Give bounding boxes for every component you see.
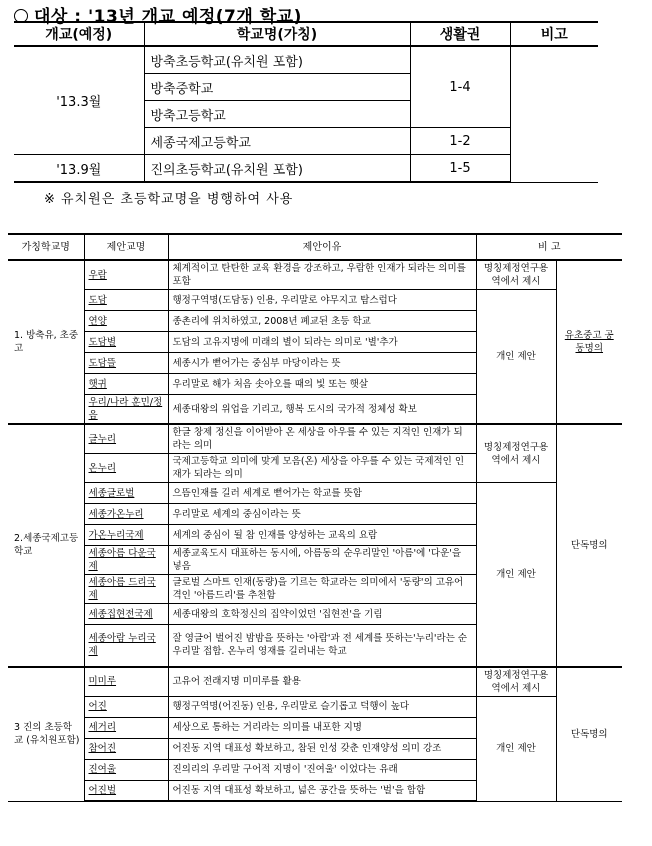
group-name-cell: 1. 방축유, 초중고 <box>8 260 84 424</box>
reason-cell: 세종대왕의 호학정신의 집약이었던 '집현전'을 기림 <box>168 604 476 625</box>
reason-cell: 세종교육도시 대표하는 동시에, 아름동의 순우리말인 '아름'에 '다운'을 넣음 <box>168 546 476 575</box>
source-cell: 개인 제안 <box>476 696 556 801</box>
remark-cell: 유초중고 공동명의 <box>556 260 622 424</box>
reason-cell: 세상으로 통하는 거리라는 의미를 내포한 지명 <box>168 717 476 738</box>
table-row <box>8 424 622 454</box>
source-cell: 개인 제안 <box>476 290 556 425</box>
reason-cell: 체계적이고 탄탄한 교육 환경을 강조하고, 우람한 인재가 되라는 의미를 포함 <box>168 260 476 290</box>
remark-cell <box>510 46 598 182</box>
reason-cell: 글로벌 스마트 인재(동량)을 기르는 학교라는 의미에서 '동량'의 고유어격인 '아름드리'를 추천함 <box>168 575 476 604</box>
col-header: 생활권 <box>410 22 510 46</box>
source-cell: 명칭제정연구용역에서 제시 <box>476 667 556 697</box>
open-date-cell: '13.3월 <box>14 46 144 155</box>
reason-cell: 진의리의 우리말 구어적 지명이 '진여울' 이었다는 유래 <box>168 759 476 780</box>
reason-cell: 세종대왕의 위업을 기리고, 행복 도시의 국가적 정체성 확보 <box>168 395 476 425</box>
reason-cell: 도담의 고유지명에 미래의 별이 되라는 의미로 '별'추가 <box>168 332 476 353</box>
reason-cell: 어진동 지역 대표성 확보하고, 넓은 공간을 뜻하는 '벌'을 합함 <box>168 780 476 801</box>
reason-cell: 으뜸인재를 길러 세계로 뻗어가는 학교를 뜻함 <box>168 483 476 504</box>
reason-cell: 종촌리에 위치하였고, 2008년 폐교된 초등 학교 <box>168 311 476 332</box>
reason-cell: 우리말로 해가 처음 솟아오를 때의 빛 또는 햇살 <box>168 374 476 395</box>
opening-schedule-table <box>14 21 598 183</box>
proposed-name-cell: 도담뜰 <box>84 353 168 374</box>
col-header: 제안이유 <box>168 234 476 260</box>
table-row <box>14 46 598 74</box>
col-header: 비고 <box>510 22 598 46</box>
source-cell: 개인 제안 <box>476 483 556 667</box>
proposed-name-cell: 세종아람 누리국제 <box>84 625 168 667</box>
reason-cell: 잘 영글어 벌어진 밤밤을 뜻하는 '아람'과 전 세계를 뜻하는'누리'라는 순우리말 접합. 온누리 영재를 길러내는 학교 <box>168 625 476 667</box>
table-header-row <box>8 234 622 260</box>
proposed-name-cell: 도담 <box>84 290 168 311</box>
proposed-name-cell: 글누리 <box>84 424 168 454</box>
col-header: 학교명(가칭) <box>144 22 410 46</box>
col-header: 가칭학교명 <box>8 234 84 260</box>
proposed-name-cell: 연양 <box>84 311 168 332</box>
remark-cell: 단독명의 <box>556 424 622 667</box>
school-name-cell: 진의초등학교(유치원 포함) <box>144 155 410 183</box>
proposed-name-cell: 세종아름 드리국제 <box>84 575 168 604</box>
reason-cell: 어진동 지역 대표성 확보하고, 참된 인성 갖춘 인재양성 의미 강조 <box>168 738 476 759</box>
zone-cell: 1-5 <box>410 155 510 183</box>
school-name-cell: 세종국제고등학교 <box>144 128 410 155</box>
reason-cell: 한글 창제 정신을 이어받아 온 세상을 아우를 수 있는 지적인 인재가 되라는 의미 <box>168 424 476 454</box>
proposed-name-cell: 진여울 <box>84 759 168 780</box>
table-row <box>8 260 622 290</box>
reason-cell: 행정구역명(어진동) 인용, 우리말로 슬기롭고 덕행이 높다 <box>168 696 476 717</box>
school-name-cell: 방축초등학교(유치원 포함) <box>144 46 410 74</box>
col-header: 개교(예정) <box>14 22 144 46</box>
table-header-row <box>14 22 598 46</box>
zone-cell: 1-2 <box>410 128 510 155</box>
proposed-name-cell: 어진벌 <box>84 780 168 801</box>
proposal-table <box>8 233 622 802</box>
school-name-cell: 방축중학교 <box>144 74 410 101</box>
group-name-cell: 2.세종국제고등학교 <box>8 424 84 667</box>
proposed-name-cell: 세종집현전국제 <box>84 604 168 625</box>
source-cell: 명칭제정연구용역에서 제시 <box>476 260 556 290</box>
proposed-name-cell: 가온누리국제 <box>84 525 168 546</box>
reason-cell: 세계의 중심이 될 참 인재를 양성하는 교육의 요람 <box>168 525 476 546</box>
reason-cell: 우리말로 세계의 중심이라는 뜻 <box>168 504 476 525</box>
proposed-name-cell: 도담별 <box>84 332 168 353</box>
col-header: 비 고 <box>476 234 622 260</box>
proposed-name-cell: 미미루 <box>84 667 168 697</box>
reason-cell: 행정구역명(도담동) 인용, 우리말로 야무지고 탐스럽다 <box>168 290 476 311</box>
reason-cell: 고유어 전래지명 미미루를 활용 <box>168 667 476 697</box>
source-cell: 명칭제정연구용역에서 제시 <box>476 424 556 483</box>
proposed-name-cell: 세종가온누리 <box>84 504 168 525</box>
table-row <box>8 290 622 311</box>
reason-cell: 세종시가 뻗어가는 중심부 마당이라는 뜻 <box>168 353 476 374</box>
school-name-cell: 방축고등학교 <box>144 101 410 128</box>
remark-cell: 단독명의 <box>556 667 622 802</box>
kindergarten-note: ※ 유치원은 초등학교명을 병행하여 사용 <box>44 192 294 207</box>
proposed-name-cell: 어진 <box>84 696 168 717</box>
proposed-name-cell: 우람 <box>84 260 168 290</box>
table-row <box>8 667 622 697</box>
table-row <box>8 696 622 717</box>
proposed-name-cell: 우리/나라 훈민/정음 <box>84 395 168 425</box>
group-name-cell: 3 진의 초등학교 (유치원포함) <box>8 667 84 802</box>
proposed-name-cell: 세종글로벌 <box>84 483 168 504</box>
zone-cell: 1-4 <box>410 46 510 128</box>
reason-cell: 국제고등학교 의미에 맞게 모음(온) 세상을 아우를 수 있는 국제적인 인재가 되라는 의미 <box>168 454 476 483</box>
proposed-name-cell: 햇귀 <box>84 374 168 395</box>
proposed-name-cell: 참어진 <box>84 738 168 759</box>
table-row <box>8 483 622 504</box>
proposed-name-cell: 세종아름 다운국제 <box>84 546 168 575</box>
proposed-name-cell: 온누리 <box>84 454 168 483</box>
page-heading: 대상 : '13년 개교 예정(7개 학교) <box>14 2 302 27</box>
proposed-name-cell: 세거리 <box>84 717 168 738</box>
col-header: 제안교명 <box>84 234 168 260</box>
open-date-cell: '13.9월 <box>14 155 144 183</box>
